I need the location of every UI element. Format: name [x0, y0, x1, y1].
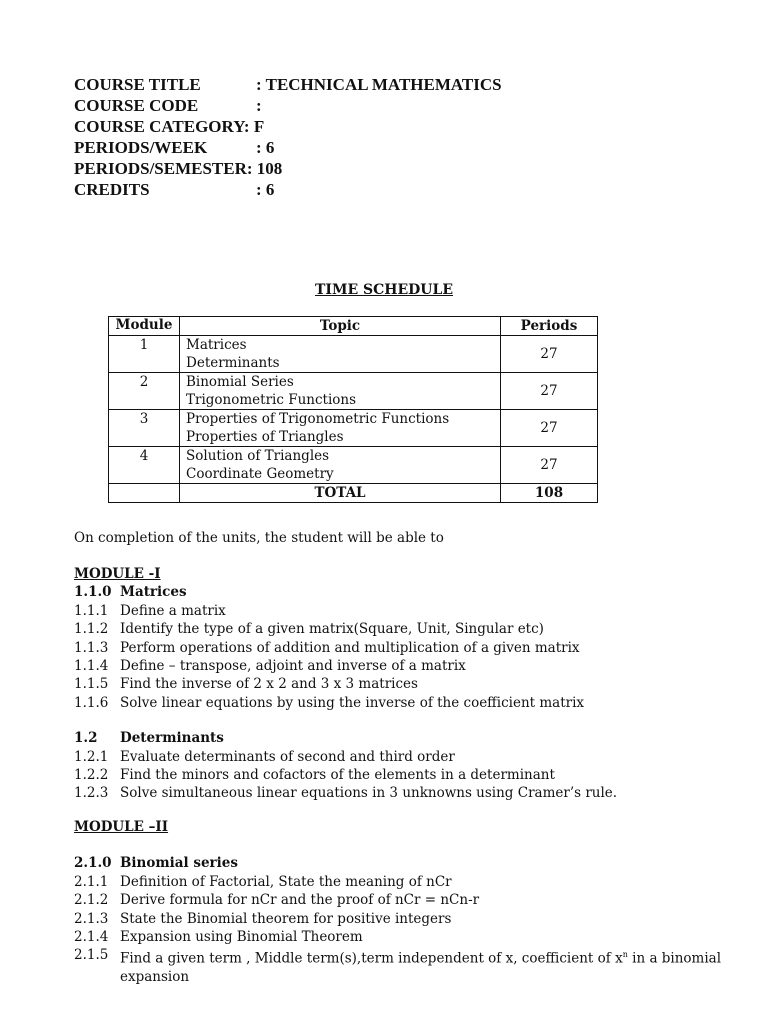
topic-cell	[180, 373, 501, 410]
list-item	[74, 891, 721, 909]
list-item	[74, 657, 617, 675]
course-code-row	[74, 95, 502, 116]
periods-week-row	[74, 137, 502, 158]
module-1-title: MODULE -I	[74, 566, 161, 582]
item-text-part: Find a given term , Middle term(s),term independent of x, coefficient of x	[120, 950, 623, 967]
list-item	[74, 748, 617, 766]
topic-line: Binomial Series	[186, 374, 294, 390]
topic-header: Topic	[180, 317, 501, 336]
item-number: 1.2.2	[74, 767, 109, 784]
superscript-n: n	[622, 950, 628, 960]
course-category-row	[74, 116, 502, 137]
item-number: 1.2.1	[74, 748, 109, 765]
item-text: Identify the type of a given matrix(Square, Unit, Singular etc)	[120, 621, 544, 638]
subsection-heading	[74, 854, 721, 872]
item-text: Find the minors and cofactors of the elements in a determinant	[120, 767, 555, 784]
topic-line: Matrices	[186, 337, 247, 353]
periods-cell: 27	[501, 447, 598, 484]
periods-header: Periods	[501, 317, 598, 336]
item-text: State the Binomial theorem for positive integers	[120, 910, 452, 927]
subsection-title: Binomial series	[120, 855, 238, 872]
topic-cell	[180, 336, 501, 373]
total-empty-cell	[109, 484, 180, 503]
intro-text: On completion of the units, the student will be able to	[74, 530, 444, 546]
total-value: 108	[501, 484, 598, 503]
item-text-part: in a binomial	[627, 950, 722, 967]
item-text-part: expansion	[120, 969, 190, 986]
subsection-heading	[74, 729, 617, 747]
course-header	[74, 74, 502, 200]
module-cell: 1	[109, 336, 180, 373]
schedule-header-row	[109, 317, 598, 336]
list-item	[74, 784, 617, 802]
item-text: Evaluate determinants of second and third order	[120, 748, 455, 765]
item-number: 1.2.3	[74, 785, 109, 802]
topic-line: Coordinate Geometry	[186, 466, 334, 482]
topic-cell	[180, 410, 501, 447]
table-row	[109, 410, 598, 447]
item-text: Perform operations of addition and multiplication of a given matrix	[120, 639, 580, 656]
periods-cell: 27	[501, 410, 598, 447]
course-category-value: F	[253, 117, 265, 136]
course-title-row	[74, 74, 502, 95]
course-title-value: : TECHNICAL MATHEMATICS	[256, 75, 502, 94]
module-2-title: MODULE –II	[74, 819, 169, 835]
schedule-table	[108, 316, 598, 503]
course-code-value: :	[256, 96, 262, 115]
subsection-number: 1.1.0	[74, 584, 112, 601]
list-item	[74, 602, 617, 620]
item-text: Derive formula for nCr and the proof of nCr = nCn-r	[120, 892, 480, 909]
periods-semester-row	[74, 158, 502, 179]
subsection-title: Determinants	[120, 730, 224, 747]
item-number: 2.1.5	[74, 947, 109, 964]
list-item	[74, 928, 721, 946]
periods-semester-value: 108	[256, 159, 283, 178]
credits-label: CREDITS	[74, 180, 150, 199]
table-row	[109, 336, 598, 373]
item-text: Solve linear equations by using the inverse of the coefficient matrix	[120, 694, 585, 711]
course-title-label: COURSE TITLE	[74, 75, 201, 94]
credits-row	[74, 179, 502, 200]
total-label: TOTAL	[180, 484, 501, 503]
item-number: 1.1.3	[74, 639, 109, 656]
course-code-label: COURSE CODE	[74, 96, 199, 115]
module-2-section	[74, 818, 721, 987]
item-number: 2.1.3	[74, 910, 109, 927]
module-header: Module	[109, 317, 180, 336]
item-number: 2.1.1	[74, 873, 109, 890]
table-row	[109, 447, 598, 484]
topic-line: Solution of Triangles	[186, 448, 330, 464]
item-number: 1.1.5	[74, 676, 109, 693]
item-number: 1.1.2	[74, 621, 109, 638]
topic-cell	[180, 447, 501, 484]
total-row	[109, 484, 598, 503]
periods-cell: 27	[501, 373, 598, 410]
item-text: Solve simultaneous linear equations in 3 unknowns using Cramer’s rule.	[120, 785, 618, 802]
item-text: Expansion using Binomial Theorem	[120, 929, 363, 946]
list-item	[74, 766, 617, 784]
periods-cell: 27	[501, 336, 598, 373]
item-number: 1.1.1	[74, 602, 109, 619]
subsection-number: 1.2	[74, 730, 98, 747]
list-item	[74, 620, 617, 638]
schedule-title: TIME SCHEDULE	[314, 282, 454, 298]
list-item	[74, 946, 721, 986]
item-text: Define a matrix	[120, 602, 226, 619]
subsection-title: Matrices	[120, 584, 187, 601]
credits-value: : 6	[256, 180, 275, 199]
subsection-heading	[74, 583, 617, 601]
item-text: Define – transpose, adjoint and inverse of a matrix	[120, 658, 466, 675]
topic-line: Properties of Trigonometric Functions	[186, 411, 450, 427]
list-item	[74, 910, 721, 928]
list-item	[74, 639, 617, 657]
module-cell: 3	[109, 410, 180, 447]
item-number: 1.1.4	[74, 658, 109, 675]
topic-line: Properties of Triangles	[186, 429, 344, 445]
course-category-label: COURSE CATEGORY:	[74, 117, 250, 136]
periods-week-label: PERIODS/WEEK	[74, 138, 208, 157]
periods-semester-label: PERIODS/SEMESTER:	[74, 159, 253, 178]
module-1-section	[74, 565, 617, 803]
list-item	[74, 694, 617, 712]
module-cell: 2	[109, 373, 180, 410]
topic-line: Trigonometric Functions	[186, 392, 357, 408]
list-item	[74, 873, 721, 891]
module-cell: 4	[109, 447, 180, 484]
list-item	[74, 675, 617, 693]
item-number: 1.1.6	[74, 694, 109, 711]
item-number: 2.1.4	[74, 929, 109, 946]
table-row	[109, 373, 598, 410]
item-text: Find the inverse of 2 x 2 and 3 x 3 matrices	[120, 676, 418, 693]
subsection-number: 2.1.0	[74, 855, 112, 872]
periods-week-value: : 6	[256, 138, 275, 157]
item-number: 2.1.2	[74, 892, 109, 909]
item-text: Definition of Factorial, State the meaning of nCr	[120, 873, 452, 890]
topic-line: Determinants	[186, 355, 280, 371]
item-text	[120, 946, 721, 986]
